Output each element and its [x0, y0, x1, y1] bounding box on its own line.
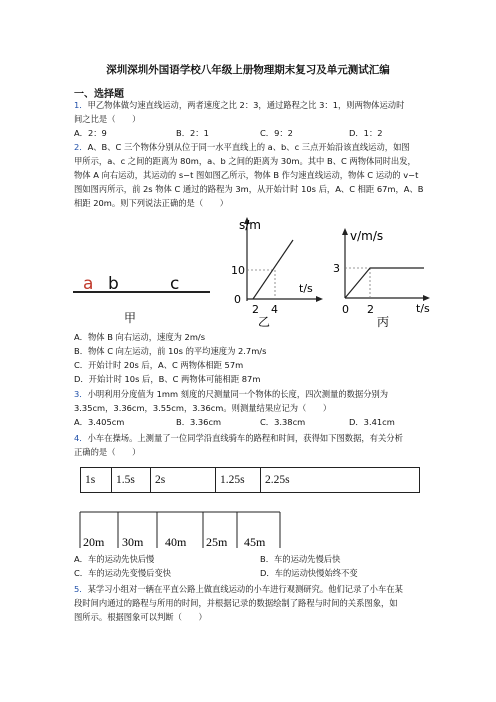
option-c: C．9：2	[260, 128, 293, 138]
table-cell: 2.25s	[261, 468, 420, 493]
option-a: A．3.405cm	[74, 417, 125, 427]
question-text: 相距 20m。则下列说法正确的是（ ）	[74, 198, 229, 208]
option-c: C．3.38cm	[260, 417, 306, 427]
question-4	[74, 431, 403, 445]
question-text: 物体 A 向右运动，其运动的 s−t 图如图乙所示，物体 B 作匀速直线运动，物体 C 运动的 v−t	[74, 170, 419, 180]
question-text: 甲所示，a、c 之间的距离为 80m，a、b 之间的距离为 30m。其中 B、C 两物体同时出发，	[74, 156, 416, 166]
question-text: 某学习小组对一辆在平直公路上做直线运动的小车进行观测研究。他们记录了小车在某	[87, 584, 403, 594]
option-a: A．2：9	[74, 128, 107, 138]
question-text: A、B、C 三个物体分别从位于同一水平直线上的 a、b、c 三点开始沿该直线运动，如图	[87, 142, 410, 152]
question-text: 图所示。根据图象可以判断（ ）	[74, 612, 207, 622]
question-number: 2．	[74, 142, 88, 152]
option-b: B．3.36cm	[176, 417, 222, 427]
question-number: 5．	[74, 584, 88, 594]
distance-label: 20m	[83, 535, 105, 549]
figure-line-abc	[70, 270, 220, 330]
x-axis-label: t/s	[299, 282, 313, 295]
distance-ruler	[80, 510, 285, 550]
option-a: A．车的运动先快后慢	[74, 554, 155, 564]
question-2	[74, 140, 410, 154]
option-d: D．车的运动快慢始终不变	[260, 568, 358, 578]
y-axis-label: v/m/s	[350, 229, 384, 243]
motion-line	[345, 268, 370, 298]
distance-label: 40m	[165, 535, 187, 549]
figure-v-t-graph	[332, 222, 437, 330]
tick-label: 3	[333, 262, 340, 275]
table-cell: 1.25s	[216, 468, 261, 493]
y-axis-arrow-icon	[342, 228, 348, 235]
figure-caption: 乙	[258, 315, 271, 329]
x-axis-label: t/s	[416, 302, 430, 315]
origin-label: 0	[342, 303, 349, 316]
question-number: 3．	[74, 389, 88, 399]
time-table	[80, 467, 420, 493]
option-c: C．车的运动先变慢后变快	[74, 568, 172, 578]
question-number: 4．	[74, 433, 88, 443]
motion-line	[253, 240, 293, 299]
option-a: A．物体 B 向右运动，速度为 2m/s	[74, 332, 206, 342]
origin-label: 0	[234, 293, 241, 306]
table-cell: 1.5s	[112, 468, 151, 493]
point-a-label: a	[83, 274, 94, 294]
figure-s-t-graph	[225, 215, 330, 330]
distance-label: 25m	[206, 535, 228, 549]
option-d: D．3.41cm	[349, 417, 395, 427]
y-axis-label: s/m	[239, 218, 261, 232]
tick-label: 2	[367, 303, 374, 316]
question-number: 1．	[74, 100, 88, 110]
question-text: 小明利用分度值为 1mm 刻度的尺测量同一个物体的长度，四次测量的数据分别为	[87, 389, 389, 399]
question-3	[74, 387, 388, 401]
x-axis-arrow-icon	[423, 295, 430, 301]
question-text: 段时间内通过的路程与所用的时间，并根据记录的数据绘制了路程与时间的关系图象，如	[74, 598, 398, 608]
question-text: 正确的是（ ）	[74, 447, 141, 457]
option-b: B．车的运动先慢后快	[260, 554, 341, 564]
x-axis-arrow-icon	[316, 296, 323, 302]
tick-label: 2	[252, 303, 259, 316]
distance-label: 45m	[244, 535, 266, 549]
figure-caption: 甲	[124, 311, 137, 325]
section-heading: 一、选择题	[74, 89, 124, 100]
table-row	[81, 468, 420, 493]
question-1	[74, 98, 404, 112]
distance-label: 30m	[122, 535, 144, 549]
tick-label: 10	[231, 264, 245, 277]
question-text: 3.35cm，3.36cm，3.55cm，3.36cm。则测量结果应记为（ ）	[74, 403, 332, 413]
question-text: 图如图丙所示，前 2s 物体 C 通过的路程为 3m，从开始计时 10s 后，A、C 相距 67m，A、B	[74, 184, 424, 194]
option-d: D．1：2	[349, 128, 383, 138]
figure-caption: 丙	[377, 315, 390, 329]
point-c-label: c	[170, 274, 180, 294]
table-cell: 2s	[151, 468, 216, 493]
question-text: 间之比是（ ）	[74, 114, 141, 124]
tick-label: 4	[271, 303, 278, 316]
option-b: B．物体 C 向左运动，前 10s 的平均速度为 2.7m/s	[74, 346, 267, 356]
option-d: D．开始计时 10s 后，B、C 两物体可能相距 87m	[74, 374, 261, 384]
option-c: C．开始计时 20s 后，A、C 两物体相距 57m	[74, 360, 244, 370]
point-b-label: b	[108, 274, 119, 294]
option-b: B．2：1	[176, 128, 209, 138]
question-5	[74, 582, 403, 596]
question-text: 小车在操场。上测量了一位同学沿直线骑车的路程和时间，获得如下图数据，有关分析	[87, 433, 403, 443]
question-text: 甲乙物体做匀速直线运动，两者速度之比 2：3，通过路程之比 3：1，则两物体运动时	[87, 100, 405, 110]
document-title: 深圳深圳外国语学校八年级上册物理期末复习及单元测试汇编	[106, 64, 390, 76]
table-cell: 1s	[81, 468, 112, 493]
